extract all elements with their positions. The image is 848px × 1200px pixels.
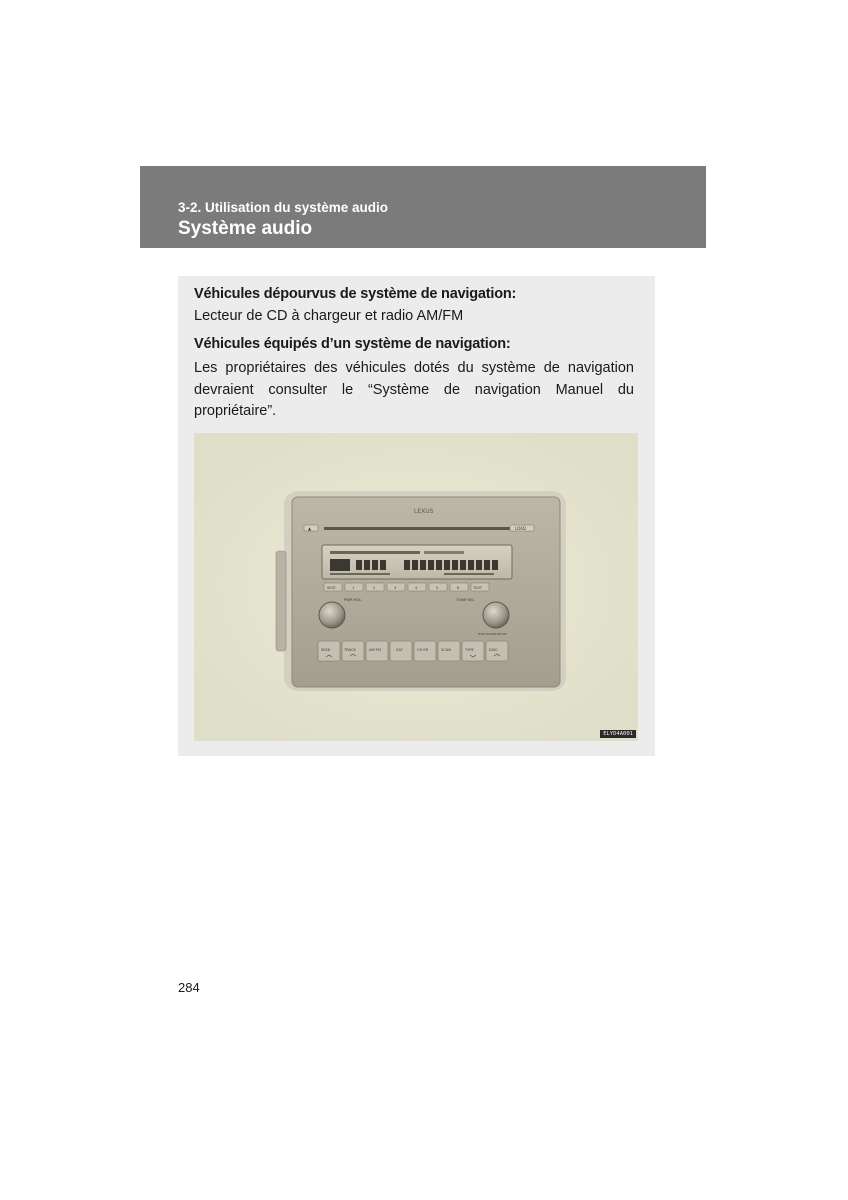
button-label: AM·FM bbox=[369, 648, 381, 652]
button-label: DISC bbox=[489, 648, 498, 652]
subheading-no-navigation: Véhicules dépourvus de système de navigation: bbox=[194, 286, 517, 302]
tune-knob bbox=[483, 602, 509, 628]
preset-label: 6 bbox=[457, 586, 460, 590]
button-label: CH·ER bbox=[417, 648, 429, 652]
section-header bbox=[140, 166, 706, 248]
button-label: SEEK bbox=[321, 648, 331, 652]
button-label: SAT bbox=[396, 648, 403, 652]
preset-label: SEAT bbox=[327, 586, 336, 590]
preset-label: 5 bbox=[436, 586, 439, 590]
eject-icon: ▲ bbox=[308, 526, 312, 531]
navigation-paragraph: Les propriétaires des véhicules dotés du système de navigation devraient consulter le “Système de navigation Manuel du propriétaire”. bbox=[194, 360, 634, 419]
subheading-with-navigation: Véhicules équipés d’un système de navigation: bbox=[194, 336, 511, 352]
button-label: TYPE bbox=[465, 648, 474, 652]
load-button-label: LOAD bbox=[515, 526, 526, 531]
knob-right-label: TUNE·SEL bbox=[456, 597, 475, 602]
button-label: TRACK bbox=[344, 648, 356, 652]
volume-knob bbox=[319, 602, 345, 628]
knob-left-label: PWR·VOL bbox=[344, 597, 362, 602]
preset-label: 2 bbox=[373, 586, 376, 590]
section-label: 3-2. Utilisation du système audio bbox=[178, 200, 389, 215]
page-number: 284 bbox=[178, 980, 200, 995]
knob-right-sublabel: PUSH·SOUND·SETUP bbox=[478, 632, 507, 636]
cd-radio-description: Lecteur de CD à chargeur et radio AM/FM bbox=[194, 308, 464, 324]
button-label: SCAN bbox=[441, 648, 451, 652]
preset-label: TEXT bbox=[473, 586, 483, 590]
info-panel bbox=[178, 276, 655, 756]
preset-label: 4 bbox=[415, 586, 418, 590]
audio-unit-illustration bbox=[194, 433, 638, 741]
preset-label: 3 bbox=[394, 586, 397, 590]
image-reference-code: ELYD4A001 bbox=[600, 730, 636, 738]
preset-label: 1 bbox=[352, 586, 355, 590]
audio-unit-photo bbox=[194, 433, 638, 741]
page-title: Système audio bbox=[178, 218, 313, 239]
brand-logo: LEXUS bbox=[414, 508, 434, 515]
